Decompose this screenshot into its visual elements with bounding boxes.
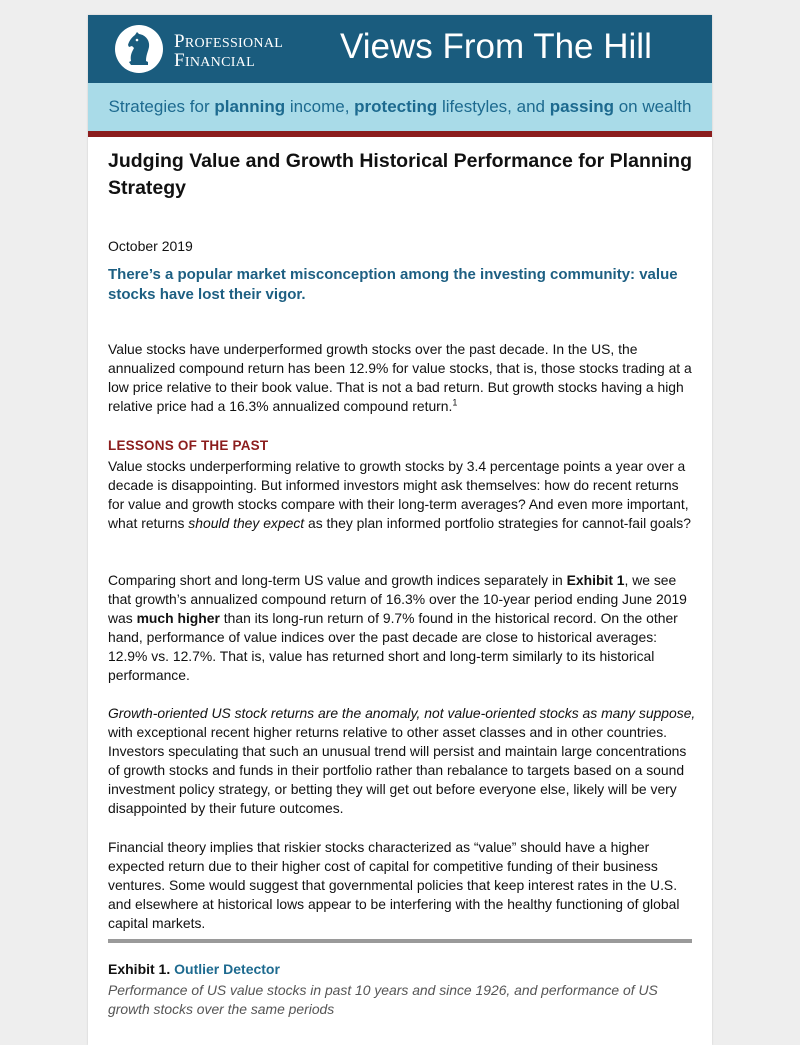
paragraph-2: Value stocks underperforming relative to growth stocks by 3.4 percentage points a year over a decade is disappointing. But informed investors might ask themselves: how do recent returns for value and growth stocks compare with their long-term averages? And even more important, what returns should they expect as they plan informed portfolio strategies for cannot-fail goals? bbox=[108, 458, 691, 531]
logo-line-1: ROFESSIONAL bbox=[184, 36, 284, 51]
logo-line-2-initial: F bbox=[174, 50, 185, 71]
logo-line-1-initial: P bbox=[174, 31, 185, 52]
paragraph-1: Value stocks have underperformed growth stocks over the past decade. In the US, the annualized compound return has been 12.9% for value stocks, that is, those stocks trading at a low price relative to their book value. That is not a bad return. But growth stocks having a high relative price had a 16.3% annualized compound return.$^1$ bbox=[108, 341, 692, 414]
exhibit-caption: Performance of US value stocks in past 10 years and since 1926, and performance of US growth stocks over the same periods bbox=[108, 982, 658, 1017]
article-lede: There’s a popular market misconception among the investing community: value stocks have lost their vigor. bbox=[108, 266, 678, 303]
article-title: Judging Value and Growth Historical Performance for Planning Strategy bbox=[108, 150, 693, 199]
article-date: October 2019 bbox=[108, 238, 193, 254]
footnote-marker: 1 bbox=[452, 397, 458, 408]
paragraph-3: Comparing short and long-term US value and growth indices separately in Exhibit 1, we see that growth’s annualized compound return of 16.3% over the 10-year period ending June 2019 was much higher than its long-run return of 9.7% found in the historical record. On the other hand, performance of value indices over the past decade are close to historical averages: 12.9% vs. 12.7%. That is, value has returned short and long-term similarly to its historical performance. bbox=[108, 572, 687, 683]
article bbox=[108, 148, 698, 931]
exhibit-title: Exhibit 1. Outlier Detector bbox=[108, 961, 280, 977]
accent-rule bbox=[88, 131, 712, 137]
newsletter-title: Views From The Hill bbox=[340, 27, 652, 66]
brand-logo bbox=[174, 33, 283, 71]
logo-line-2: INANCIAL bbox=[184, 55, 255, 70]
masthead bbox=[88, 15, 712, 83]
section-heading: LESSONS OF THE PAST bbox=[108, 438, 269, 453]
knight-chess-icon bbox=[115, 25, 163, 73]
newsletter-page bbox=[88, 15, 712, 1045]
tagline: Strategies for planning income, protecting lifestyles, and passing on wealth bbox=[108, 97, 692, 116]
section-divider bbox=[108, 939, 692, 943]
paragraph-5: Financial theory implies that riskier stocks characterized as “value” should have a higher expected return due to their higher cost of capital for competitive funding of their business ventures. Some would suggest that governmental policies that keep interest rates in the U.S. and elsewhere at historical lows appear to be interfering with the healthy functioning of global capital markets. bbox=[108, 839, 680, 931]
tagline-band bbox=[88, 83, 712, 131]
paragraph-4: Growth-oriented US stock returns are the anomaly, not value-oriented stocks as many suppose, with exceptional recent higher returns relative to other asset classes and in other countries. Investors speculating that such an unusual trend will persist and maintain large concentrations of growth stocks and funds in their portfolio rather than rebalance to targets based on a sound investment policy strategy, or betting they will get out before everyone else, likely will be very disappointed by their future outcomes. bbox=[108, 705, 696, 816]
